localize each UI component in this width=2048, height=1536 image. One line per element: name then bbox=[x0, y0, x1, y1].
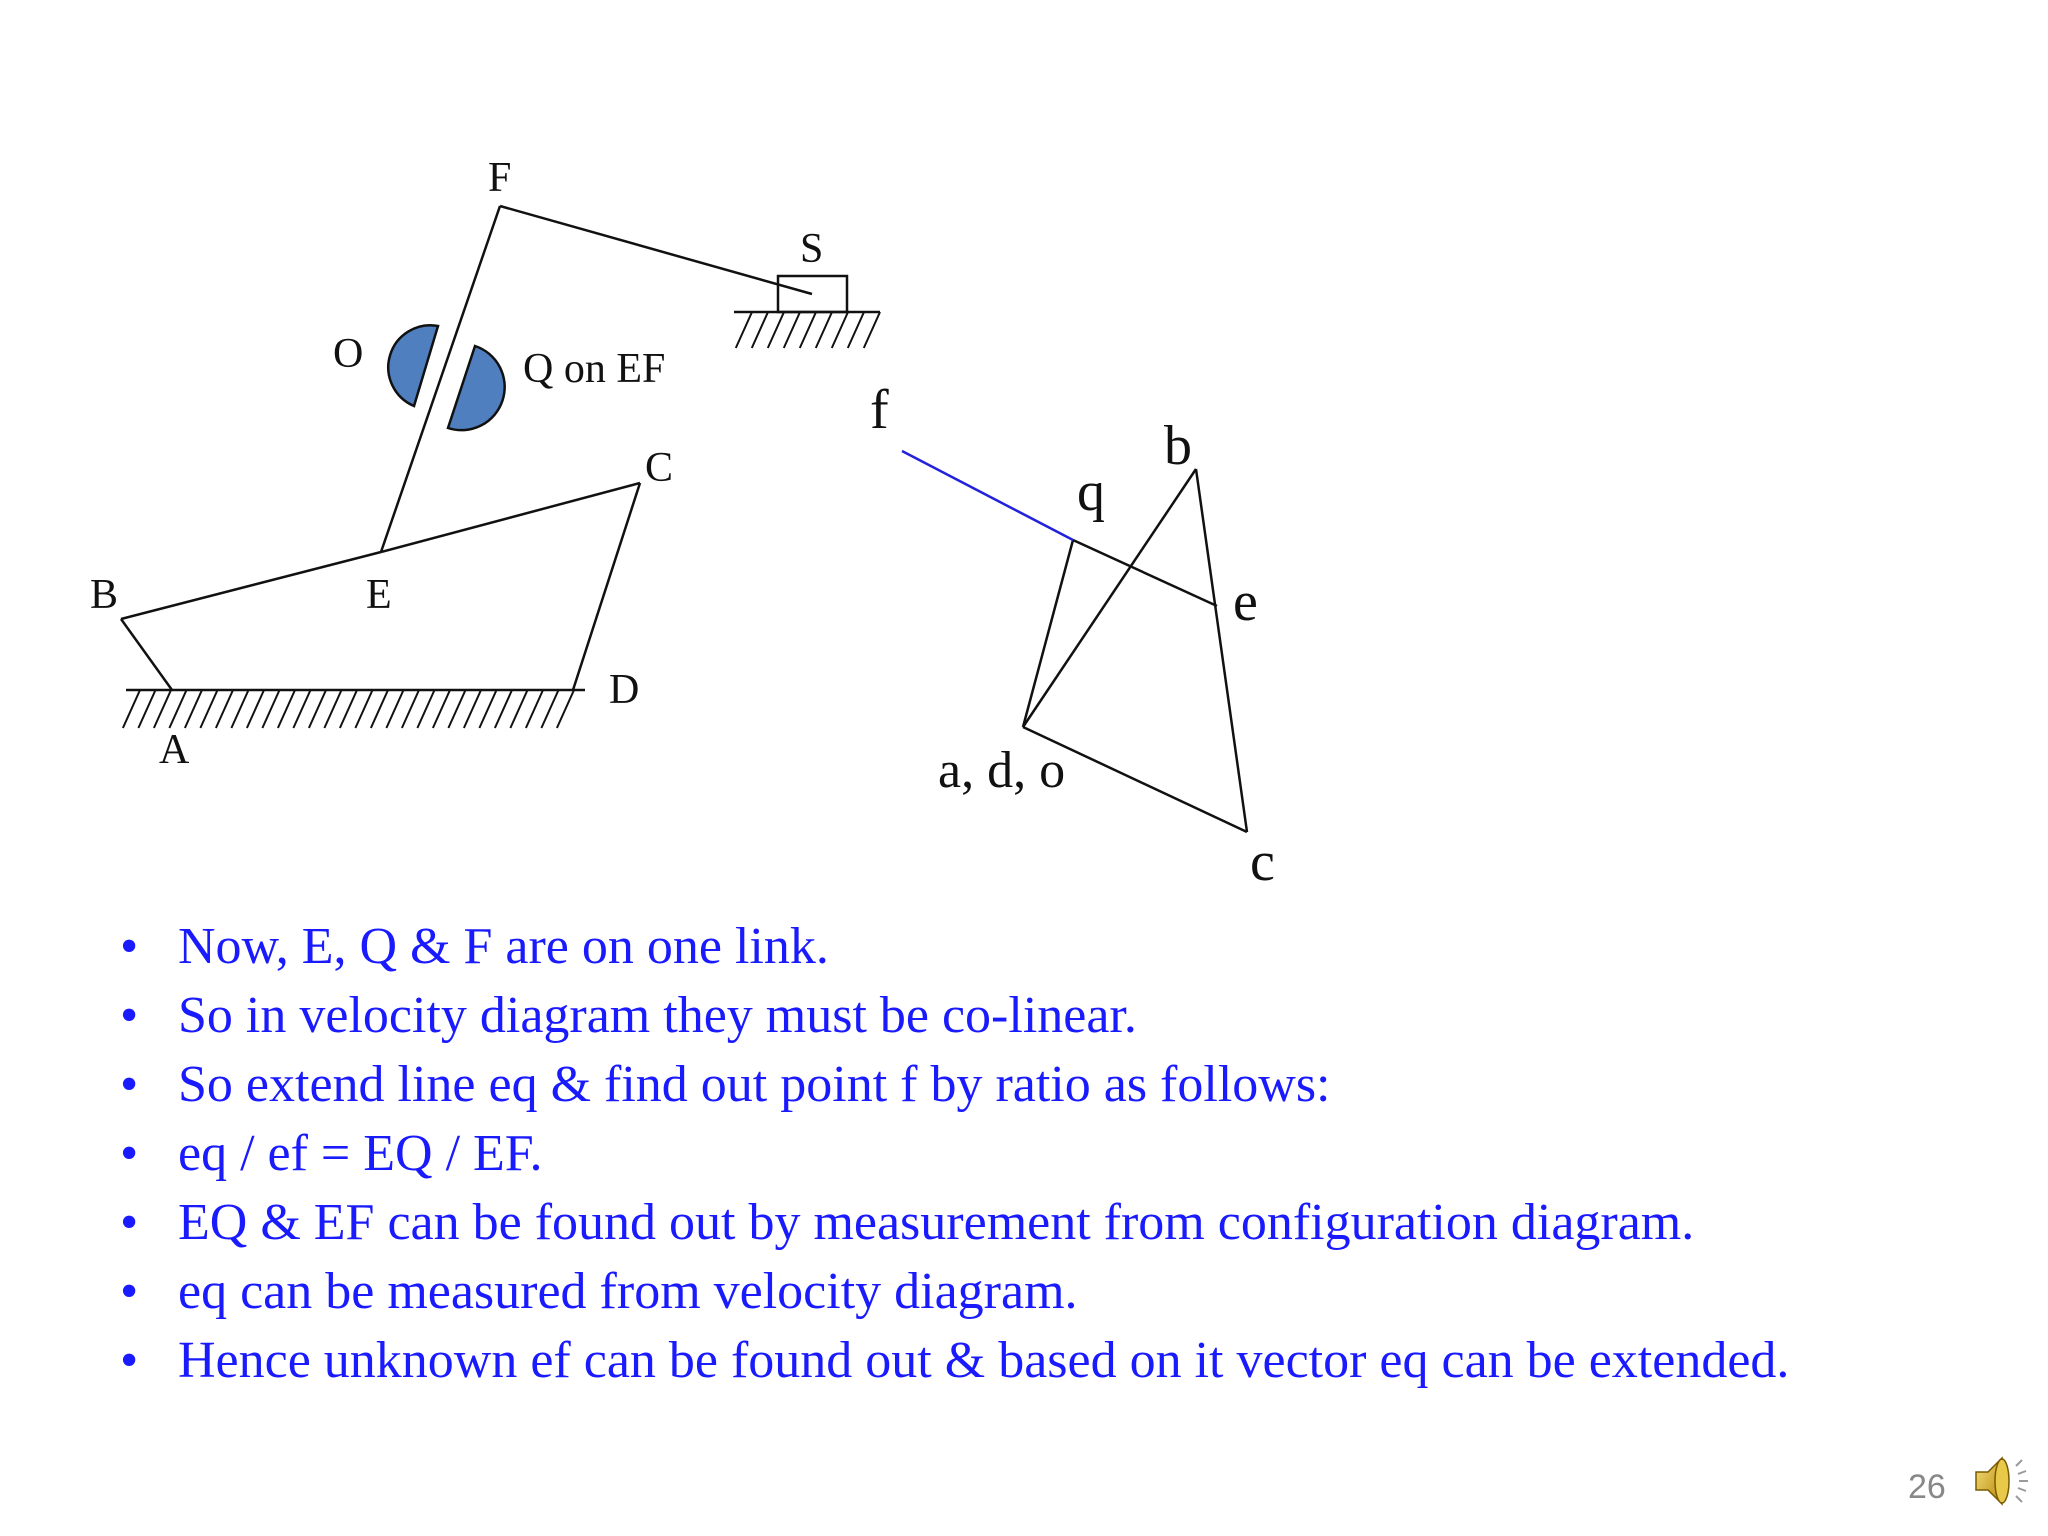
bullet-item: • eq can be measured from velocity diagram. bbox=[120, 1257, 1789, 1326]
hatch-line bbox=[816, 312, 832, 348]
hatch-line bbox=[495, 690, 512, 728]
ground-hatch-S bbox=[736, 312, 880, 348]
bullet-item: • EQ & EF can be found out by measurement from configuration diagram. bbox=[120, 1188, 1789, 1257]
hatch-line bbox=[448, 690, 465, 728]
hatch-line bbox=[510, 690, 527, 728]
label-O: O bbox=[333, 331, 364, 377]
hatch-line bbox=[371, 690, 388, 728]
hatch-line bbox=[262, 690, 279, 728]
bullet-item: • Now, E, Q & F are on one link. bbox=[120, 912, 1789, 981]
hatch-line bbox=[185, 690, 202, 728]
label-A: A bbox=[159, 727, 190, 773]
hatch-line bbox=[417, 690, 434, 728]
hatch-line bbox=[752, 312, 768, 348]
hatch-line bbox=[138, 690, 155, 728]
vector-b-c bbox=[1196, 469, 1247, 832]
link-EC bbox=[381, 483, 640, 552]
hatch-line bbox=[800, 312, 816, 348]
hatch-line bbox=[293, 690, 310, 728]
label-D: D bbox=[609, 667, 640, 713]
bullet-item: • eq / ef = EQ / EF. bbox=[120, 1119, 1789, 1188]
hatch-line bbox=[848, 312, 864, 348]
vector-q-e bbox=[1073, 540, 1217, 606]
hatch-line bbox=[123, 690, 140, 728]
hatch-line bbox=[402, 690, 419, 728]
slider-Q-half-disc bbox=[448, 346, 505, 430]
speaker-icon[interactable] bbox=[1972, 1450, 2032, 1512]
hatch-line bbox=[526, 690, 543, 728]
hatch-line bbox=[231, 690, 248, 728]
hatch-line bbox=[832, 312, 848, 348]
hatch-line bbox=[864, 312, 880, 348]
slider-O-half-disc bbox=[388, 325, 438, 406]
label-Q-on-EF: Q on EF bbox=[523, 346, 666, 392]
bullet-item: • So extend line eq & find out point f by ratio as follows: bbox=[120, 1050, 1789, 1119]
label-q: q bbox=[1077, 461, 1105, 523]
hatch-line bbox=[154, 690, 171, 728]
configuration-diagram bbox=[121, 206, 880, 690]
hatch-line bbox=[386, 690, 403, 728]
hatch-line bbox=[464, 690, 481, 728]
label-f: f bbox=[870, 379, 889, 441]
extension-q-f bbox=[902, 451, 1073, 540]
hatch-line bbox=[355, 690, 372, 728]
label-B: B bbox=[90, 572, 119, 618]
hatch-line bbox=[433, 690, 450, 728]
vector-ado-q bbox=[1023, 540, 1073, 727]
hatch-line bbox=[479, 690, 496, 728]
bullet-item: • Hence unknown ef can be found out & based on it vector eq can be extended. bbox=[120, 1326, 1789, 1395]
page-number: 26 bbox=[1908, 1468, 1946, 1506]
label-S: S bbox=[800, 226, 824, 272]
hatch-line bbox=[557, 690, 574, 728]
hatch-line bbox=[340, 690, 357, 728]
hatch-line bbox=[309, 690, 326, 728]
bullet-item: • So in velocity diagram they must be co-linear. bbox=[120, 981, 1789, 1050]
link-CD bbox=[573, 483, 640, 690]
hatch-line bbox=[247, 690, 264, 728]
hatch-line bbox=[200, 690, 217, 728]
label-ado: a, d, o bbox=[938, 742, 1066, 799]
label-F: F bbox=[488, 155, 512, 201]
ground-hatch-AD bbox=[123, 690, 574, 728]
hatch-line bbox=[768, 312, 784, 348]
hatch-line bbox=[541, 690, 558, 728]
hatch-line bbox=[216, 690, 233, 728]
label-e: e bbox=[1233, 571, 1258, 633]
hatch-line bbox=[736, 312, 752, 348]
slider-block-S bbox=[778, 276, 847, 312]
hatch-line bbox=[784, 312, 800, 348]
link-BE bbox=[121, 552, 381, 619]
vector-ado-b bbox=[1023, 469, 1196, 727]
label-E: E bbox=[366, 572, 392, 618]
hatch-line bbox=[324, 690, 341, 728]
hatch-line bbox=[278, 690, 295, 728]
link-FS bbox=[500, 206, 812, 294]
label-c: c bbox=[1250, 831, 1275, 893]
label-b: b bbox=[1164, 415, 1192, 477]
link-AB bbox=[121, 619, 172, 690]
bullet-list bbox=[120, 912, 1789, 1395]
hatch-line bbox=[169, 690, 186, 728]
label-C: C bbox=[645, 445, 674, 491]
